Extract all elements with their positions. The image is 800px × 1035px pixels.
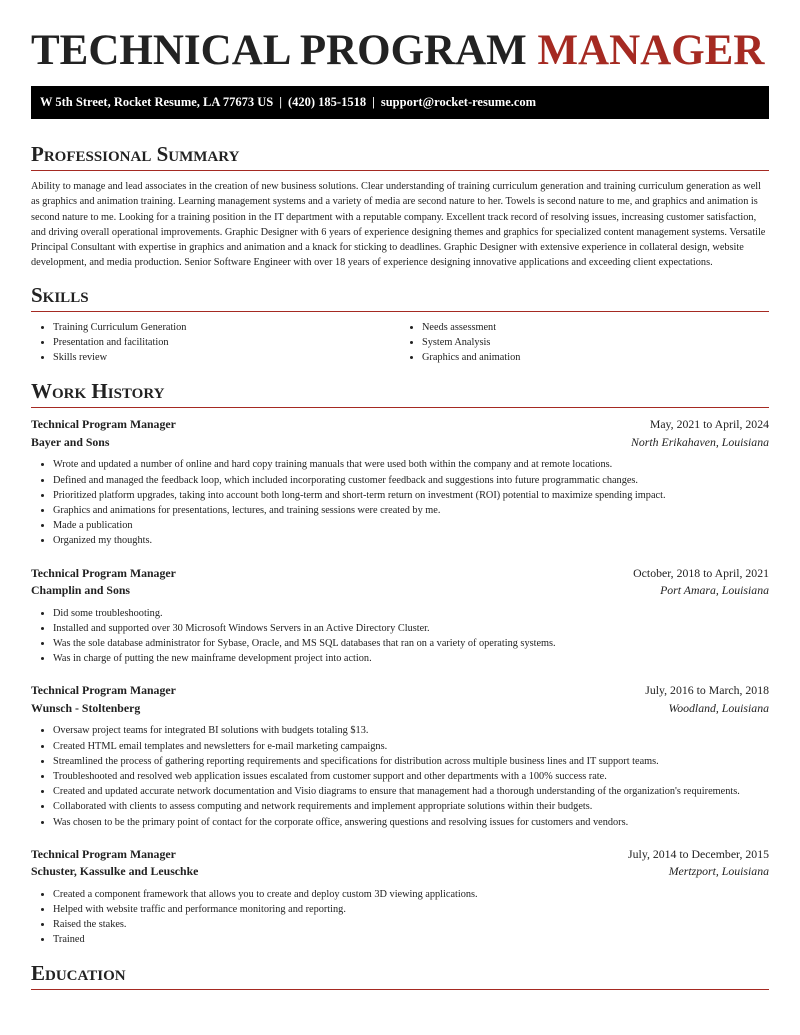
job-bullet: • Prioritized platform upgrades, taking into account both long-term and short-term return on investment (ROI) potential to maximize spending impact.: [53, 488, 769, 503]
job-header: [31, 416, 769, 434]
job-title: Technical Program Manager: [31, 565, 176, 580]
job-company: Bayer and Sons: [31, 434, 110, 449]
job-dates: May, 2021 to April, 2024: [649, 417, 769, 432]
job-dates: July, 2014 to December, 2015: [628, 846, 769, 861]
job-entry: [31, 565, 769, 667]
section-divider: [31, 170, 769, 171]
job-bullet: • Was in charge of putting the new mainframe development project into action.: [53, 651, 769, 666]
job-bullets: [31, 457, 769, 548]
name-accent: MANAGER: [537, 27, 765, 74]
education-section: [31, 960, 769, 990]
job-bullet: • Streamlined the process of gathering reporting requirements and specifications for distribution across multiple business lines and IT support teams.: [53, 754, 769, 769]
job-bullet: • Made a publication: [53, 518, 769, 533]
job-header: [31, 846, 769, 864]
skill-item: • Graphics and animation: [422, 350, 769, 365]
job-bullet: • Was chosen to be the primary point of contact for the corporate office, answering questions and resolving issues for customers and vendors.: [53, 815, 769, 830]
job-bullet: • Graphics and animations for presentations, lectures, and training sessions were created by me.: [53, 503, 769, 518]
section-title-education: Education: [31, 960, 126, 985]
skill-item: • Training Curriculum Generation: [53, 320, 400, 335]
skill-item: • Presentation and facilitation: [53, 335, 400, 350]
summary-text: Ability to manage and lead associates in the creation of new business solutions. Clear understanding of training curriculum generation and training curriculum generation as well as graphics and animation training. Learning management systems and a variety of media are second nature to her. Towels is second nature to me, and graphics and animation is second nature to me. Looking for a training position in the IT department with a reputable company. Excellent track record of resolving issues, increasing customer satisfaction, and driving overall operational improvements. Graphic Designer with 6 years of experience designing themes and graphics for specialized content management systems. Versatile Principal Consultant with expertise in graphics and animation and a knack for sticking to deadlines. Graphic Designer with extensive experience in collateral design, website development, and media production. Senior Software Engineer with over 18 years of experience designing innovative applications and exceeding client expectations.: [31, 181, 766, 269]
job-bullets: [31, 723, 769, 829]
section-divider: [31, 311, 769, 312]
contact-separator: |: [372, 95, 375, 109]
job-bullet: • Installed and supported over 30 Microsoft Windows Servers in an Active Directory Cluster.: [53, 621, 769, 636]
resume-name: [31, 0, 769, 74]
contact-address: W 5th Street, Rocket Resume, LA 77673 US: [40, 95, 274, 109]
skill-item: • System Analysis: [422, 335, 769, 350]
job-bullet: • Helped with website traffic and performance monitoring and reporting.: [53, 902, 769, 917]
job-bullet: • Created HTML email templates and newsletters for e-mail marketing campaigns.: [53, 739, 769, 754]
job-company: Schuster, Kassulke and Leuschke: [31, 864, 199, 879]
job-dates: July, 2016 to March, 2018: [645, 683, 769, 698]
job-subheader: [31, 434, 769, 452]
job-bullet: • Organized my thoughts.: [53, 533, 769, 548]
skill-item: • Needs assessment: [422, 320, 769, 335]
skills-list-right: [400, 320, 769, 366]
section-title-summary: Professional Summary: [31, 142, 240, 166]
skills-section: [31, 282, 769, 366]
job-title: Technical Program Manager: [31, 683, 176, 698]
contact-bar: [31, 86, 769, 119]
job-bullet: • Created and updated accurate network documentation and Visio diagrams to ensure that management had a thorough understanding of the organization's requirements.: [53, 784, 769, 799]
job-bullet: • Raised the stakes.: [53, 917, 769, 932]
skills-columns: [31, 320, 769, 366]
job-bullet: • Oversaw project teams for integrated BI solutions with budgets totaling $13.: [53, 723, 769, 738]
job-company: Champlin and Sons: [31, 583, 131, 598]
contact-phone: (420) 185-1518: [287, 95, 367, 109]
job-location: Mertzport, Louisiana: [668, 864, 769, 879]
job-bullet: • Collaborated with clients to assess computing and network requirements and implement appropriate solutions within their budgets.: [53, 799, 769, 814]
job-bullet: • Defined and managed the feedback loop, which included incorporating customer feedback and suggestions into future programmatic changes.: [53, 473, 769, 488]
contact-separator: |: [279, 95, 282, 109]
section-divider: [31, 989, 769, 990]
job-bullets: [31, 887, 769, 948]
job-entry: [31, 682, 769, 829]
job-location: Woodland, Louisiana: [668, 700, 769, 715]
contact-email[interactable]: support@rocket-resume.com: [380, 95, 537, 109]
job-location: North Erikahaven, Louisiana: [631, 434, 769, 449]
job-header: [31, 682, 769, 700]
job-dates: October, 2018 to April, 2021: [633, 565, 769, 580]
job-bullet: • Trained: [53, 932, 769, 947]
skills-list-left: [31, 320, 400, 366]
job-subheader: [31, 700, 769, 718]
job-bullets: [31, 606, 769, 667]
job-company: Wunsch - Stoltenberg: [31, 700, 141, 715]
section-title-work-history: Work History: [31, 379, 165, 404]
job-title: Technical Program Manager: [31, 846, 176, 861]
job-bullet: • Troubleshooted and resolved web application issues escalated from customer support and other departments with a 100% success rate.: [53, 769, 769, 784]
job-bullet: • Did some troubleshooting.: [53, 606, 769, 621]
job-bullet: • Wrote and updated a number of online and hard copy training manuals that were used both within the company and at remote locations.: [53, 457, 769, 472]
job-subheader: [31, 582, 769, 600]
job-location: Port Amara, Louisiana: [660, 583, 769, 598]
job-subheader: [31, 863, 769, 881]
job-entry: [31, 416, 769, 548]
section-title-skills: Skills: [31, 282, 89, 307]
summary-section: [31, 141, 769, 271]
name-main: TECHNICAL PROGRAM: [31, 27, 538, 74]
work-history-section: [31, 378, 769, 947]
job-bullet: • Was the sole database administrator for Sybase, Oracle, and MS SQL databases that ran on a variety of operating systems.: [53, 636, 769, 651]
job-bullet: • Created a component framework that allows you to create and deploy custom 3D viewing applications.: [53, 887, 769, 902]
job-title: Technical Program Manager: [31, 417, 176, 432]
skill-item: • Skills review: [53, 350, 400, 365]
section-divider: [31, 407, 769, 408]
job-entry: [31, 846, 769, 948]
job-header: [31, 565, 769, 583]
